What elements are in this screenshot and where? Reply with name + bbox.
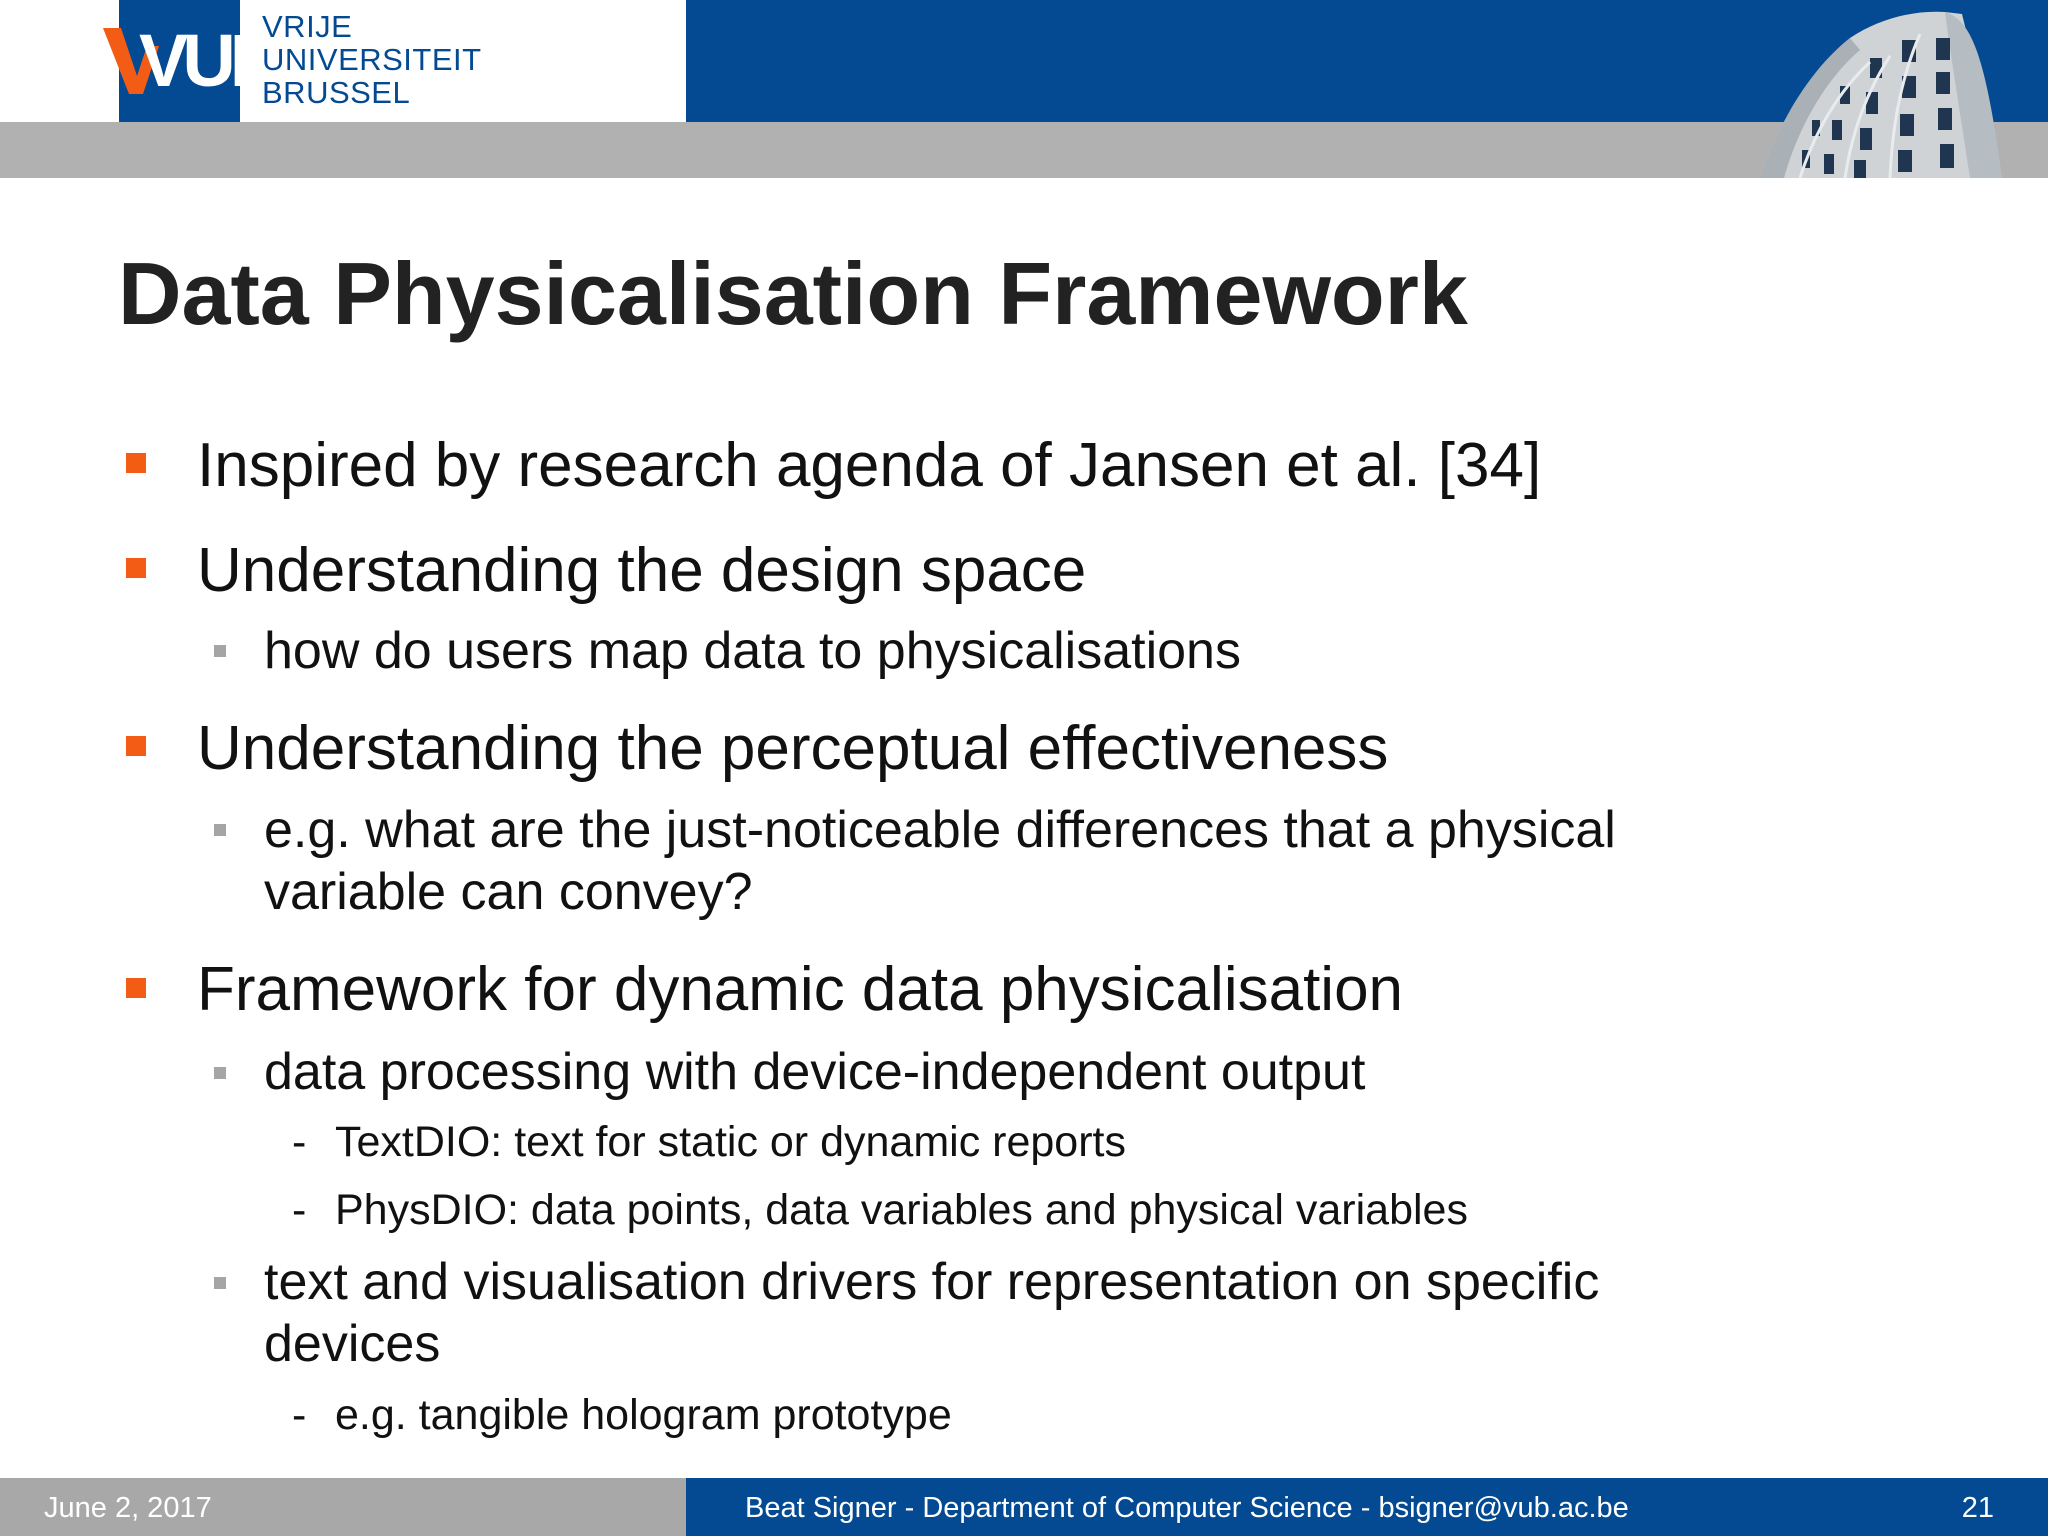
slide-title: Data Physicalisation Framework [118, 244, 1468, 343]
building-photo-icon [1740, 10, 2002, 178]
level3-dash-icon: - [292, 1391, 307, 1439]
bullet-level1: Inspired by research agenda of Jansen et al. [34] [197, 431, 1542, 500]
slide-header [0, 0, 2048, 178]
level1-bullet-icon [126, 978, 146, 998]
level1-bullet-icon [126, 453, 146, 473]
university-name-line-3: BRUSSEL [262, 75, 411, 110]
bullet-level2: data processing with device-independent output [264, 1043, 1366, 1101]
bullet-level1: Understanding the design space [197, 536, 1087, 605]
vub-logo-mark: VUB [139, 19, 278, 102]
bullet-level3: e.g. tangible hologram prototype [335, 1391, 952, 1439]
university-name-line-1: VRIJE [262, 9, 353, 44]
bullet-level2: how do users map data to physicalisations [264, 622, 1241, 680]
footer-author: Beat Signer - Department of Computer Science - bsigner@vub.ac.be [745, 1492, 1629, 1524]
level1-bullet-icon [126, 558, 146, 578]
vub-logo [119, 0, 278, 122]
bullet-level2-continuation: devices [264, 1315, 441, 1373]
level3-dash-icon: - [292, 1118, 307, 1166]
bullet-level1: Framework for dynamic data physicalisation [197, 955, 1404, 1024]
level2-bullet-icon [214, 824, 226, 836]
level2-bullet-icon [214, 1067, 226, 1079]
bullet-level2: e.g. what are the just-noticeable differences that a physical [264, 801, 1616, 859]
level3-dash-icon: - [292, 1186, 307, 1234]
bullet-level1: Understanding the perceptual effectiveness [197, 714, 1389, 783]
bullet-level3: PhysDIO: data points, data variables and physical variables [335, 1186, 1468, 1234]
university-name [262, 10, 482, 109]
level2-bullet-icon [214, 645, 226, 657]
level1-bullet-icon [126, 736, 146, 756]
level2-bullet-icon [214, 1277, 226, 1289]
university-name-line-2: UNIVERSITEIT [262, 42, 482, 77]
page-number: 21 [1961, 1492, 1994, 1524]
footer-date: June 2, 2017 [44, 1492, 212, 1524]
bullet-level2: text and visualisation drivers for representation on specific [264, 1253, 1600, 1311]
bullet-level2-continuation: variable can convey? [264, 863, 753, 921]
bullet-level3: TextDIO: text for static or dynamic reports [335, 1118, 1126, 1166]
